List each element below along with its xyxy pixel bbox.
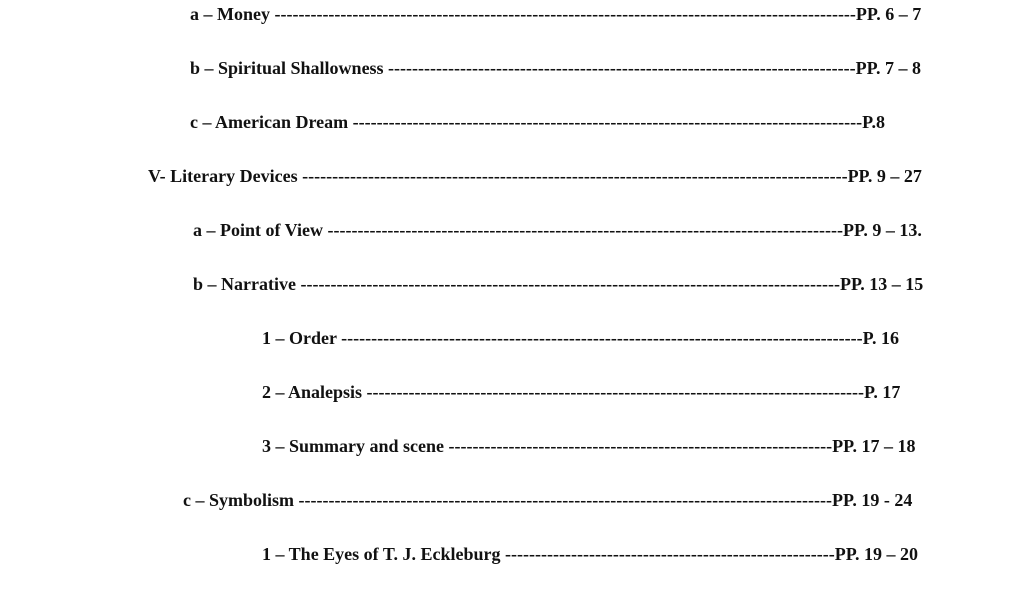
toc-entry-analepsis: 2 – Analepsis -----------------------------------------------------------------------------------P. 17: [262, 382, 901, 402]
toc-entry-spiritual-shallowness: b – Spiritual Shallowness ------------------------------------------------------------------------------PP. 7 – 8: [190, 58, 921, 78]
toc-entry-american-dream: c – American Dream -------------------------------------------------------------------------------------P.8: [190, 112, 885, 132]
toc-entry-narrative: b – Narrative ------------------------------------------------------------------------------------------PP. 13 – 15: [193, 274, 924, 294]
toc-entry-point-of-view: a – Point of View --------------------------------------------------------------------------------------PP. 9 – 13.: [193, 220, 922, 240]
toc-entry-symbolism: c – Symbolism -----------------------------------------------------------------------------------------PP. 19 - 24: [183, 490, 913, 510]
toc-entry-eyes-of-eckleburg: 1 – The Eyes of T. J. Eckleburg -------------------------------------------------------PP. 19 – 20: [262, 544, 919, 564]
toc-entry-order: 1 – Order ---------------------------------------------------------------------------------------P. 16: [262, 328, 899, 348]
toc-entry-summary-and-scene: 3 – Summary and scene ----------------------------------------------------------------PP. 17 – 18: [262, 436, 916, 456]
toc-entry-literary-devices: V- Literary Devices -------------------------------------------------------------------------------------------PP. 9 – 27: [148, 166, 922, 186]
toc-entry-money: a – Money -------------------------------------------------------------------------------------------------PP. 6 – 7: [190, 4, 922, 24]
